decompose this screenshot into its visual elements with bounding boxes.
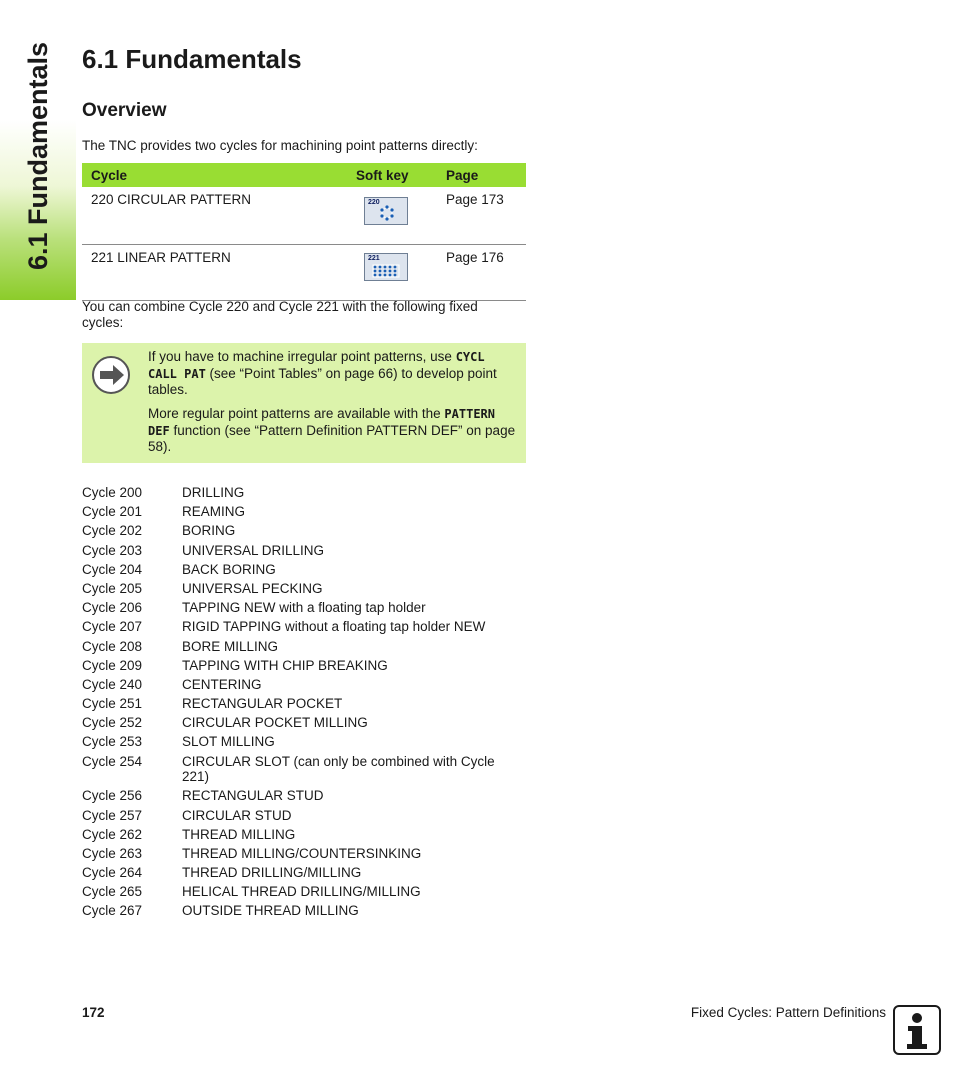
cycle-number: Cycle 257 xyxy=(82,807,143,823)
cycle-name: HELICAL THREAD DRILLING/MILLING xyxy=(182,884,421,900)
cycle-name: BORING xyxy=(182,523,236,539)
cycle-name: BACK BORING xyxy=(182,561,276,577)
list-item xyxy=(82,696,522,712)
list-item xyxy=(82,734,522,750)
list-item xyxy=(82,562,522,578)
cycle-name: THREAD MILLING/COUNTERSINKING xyxy=(182,845,422,861)
list-item xyxy=(82,581,522,597)
softkey-cell xyxy=(347,245,437,301)
list-item xyxy=(82,808,522,824)
note-text: If you have to machine irregular point patterns, use xyxy=(148,349,456,364)
cycle-name: REAMING xyxy=(182,504,246,520)
note-paragraph-2 xyxy=(148,406,518,456)
list-item xyxy=(82,658,522,674)
list-item xyxy=(82,619,522,635)
cycle-number: Cycle 202 xyxy=(82,523,143,539)
cycle-list xyxy=(82,485,522,923)
header-softkey: Soft key xyxy=(347,163,437,187)
softkey-table xyxy=(82,163,526,301)
list-item xyxy=(82,715,522,731)
cycle-name: THREAD DRILLING/MILLING xyxy=(182,865,362,881)
cycle-number: Cycle 204 xyxy=(82,561,143,577)
cycle-number: Cycle 206 xyxy=(82,600,143,616)
cycle-number: Cycle 201 xyxy=(82,504,143,520)
note-box xyxy=(82,343,526,463)
cycle-name: CIRCULAR POCKET MILLING xyxy=(182,715,368,731)
cycle-number: Cycle 254 xyxy=(82,753,143,769)
table-row xyxy=(82,187,526,245)
combine-text: You can combine Cycle 220 and Cycle 221 with the following fixed cycles: xyxy=(82,299,478,330)
linear-pattern-softkey[interactable] xyxy=(364,253,408,281)
note-paragraph-1 xyxy=(148,349,518,399)
cycle-number: Cycle 263 xyxy=(82,845,143,861)
cycle-name: BORE MILLING xyxy=(182,638,279,654)
code-cycl-call-pat: CYCL CALL PAT xyxy=(148,350,485,381)
intro-text: The TNC provides two cycles for machining point patterns directly: xyxy=(82,138,478,153)
section-heading: Overview xyxy=(82,100,167,121)
note-text: (see “Point Tables” on page 66) to develop point tables. xyxy=(148,365,497,397)
note-text: More regular point patterns are available with the xyxy=(148,406,445,421)
table-row xyxy=(82,245,526,301)
cycle-number: Cycle 267 xyxy=(82,903,143,919)
cycle-name: UNIVERSAL DRILLING xyxy=(182,542,325,558)
code-pattern-def: PATTERN DEF xyxy=(148,407,495,438)
cycle-number: Cycle 209 xyxy=(82,657,143,673)
cycle-name: TAPPING WITH CHIP BREAKING xyxy=(182,657,388,673)
cycle-number: Cycle 240 xyxy=(82,676,143,692)
list-item xyxy=(82,903,522,919)
arrow-right-icon xyxy=(91,355,131,395)
softkey-cell xyxy=(347,187,437,245)
cycle-number: Cycle 265 xyxy=(82,884,143,900)
cycle-name: DRILLING xyxy=(182,485,245,500)
chapter-title: Fixed Cycles: Pattern Definitions xyxy=(690,1005,886,1020)
circular-pattern-softkey[interactable] xyxy=(364,197,408,225)
list-item xyxy=(82,846,522,862)
list-item xyxy=(82,827,522,843)
list-item xyxy=(82,600,522,616)
cycle-number: Cycle 208 xyxy=(82,638,143,654)
info-icon xyxy=(893,1005,941,1055)
cycle-name: OUTSIDE THREAD MILLING xyxy=(182,903,359,919)
cycle-name: RECTANGULAR POCKET xyxy=(182,696,343,712)
cycle-number: Cycle 203 xyxy=(82,542,143,558)
cycle-number: Cycle 252 xyxy=(82,715,143,731)
page-title: 6.1 Fundamentals xyxy=(82,44,302,74)
list-item xyxy=(82,504,522,520)
list-item xyxy=(82,788,522,804)
page-number: 172 xyxy=(82,1005,105,1020)
table-header-row xyxy=(82,163,526,187)
cycle-name: TAPPING NEW with a floating tap holder xyxy=(182,600,426,616)
list-item xyxy=(82,543,522,559)
page-cell: Page 173 xyxy=(437,187,526,245)
cycle-name: RIGID TAPPING without a floating tap holder NEW xyxy=(182,619,486,635)
cycle-name: CIRCULAR SLOT (can only be combined with Cycle 221) xyxy=(182,753,495,785)
cycle-number: Cycle 256 xyxy=(82,788,143,804)
circular-pattern-icon xyxy=(365,198,407,224)
linear-pattern-icon xyxy=(365,254,407,280)
cycle-cell: 220 CIRCULAR PATTERN xyxy=(82,187,347,245)
cycle-number: Cycle 200 xyxy=(82,485,143,500)
list-item xyxy=(82,523,522,539)
header-cycle: Cycle xyxy=(82,163,347,187)
cycle-number: Cycle 251 xyxy=(82,696,143,712)
list-item xyxy=(82,754,522,785)
page-cell: Page 176 xyxy=(437,245,526,301)
softkey-label: 221 xyxy=(368,255,380,262)
chapter-side-tab-label: 6.1 Fundamentals xyxy=(23,41,53,270)
softkey-label: 220 xyxy=(368,199,380,206)
cycle-number: Cycle 264 xyxy=(82,865,143,881)
header-page: Page xyxy=(437,163,526,187)
cycle-number: Cycle 207 xyxy=(82,619,143,635)
list-item xyxy=(82,485,522,501)
list-item xyxy=(82,865,522,881)
cycle-number: Cycle 253 xyxy=(82,734,143,750)
cycle-cell: 221 LINEAR PATTERN xyxy=(82,245,347,301)
cycle-name: CENTERING xyxy=(182,676,262,692)
cycle-name: CIRCULAR STUD xyxy=(182,807,292,823)
cycle-number: Cycle 205 xyxy=(82,580,143,596)
list-item xyxy=(82,639,522,655)
list-item xyxy=(82,677,522,693)
cycle-name: RECTANGULAR STUD xyxy=(182,788,324,804)
list-item xyxy=(82,884,522,900)
cycle-name: THREAD MILLING xyxy=(182,826,296,842)
note-text: function (see “Pattern Definition PATTERN DEF” on page 58). xyxy=(148,422,516,454)
cycle-name: SLOT MILLING xyxy=(182,734,275,750)
cycle-number: Cycle 262 xyxy=(82,826,143,842)
cycle-name: UNIVERSAL PECKING xyxy=(182,580,323,596)
